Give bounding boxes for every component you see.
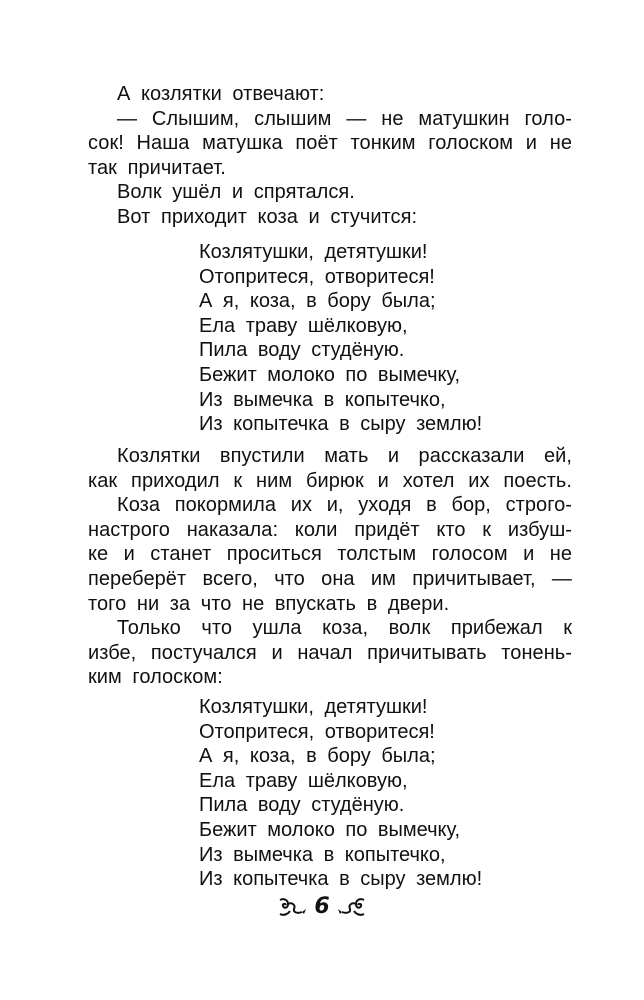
prose-block-2 [88, 444, 572, 690]
verse-line: Козлятушки, детятушки! [199, 696, 428, 718]
prose-line: Коза покормила их и, уходя в бор, строго- [117, 494, 572, 517]
right-curl-ornament-icon [336, 896, 366, 918]
prose-line: Вот приходит коза и стучится: [117, 205, 418, 228]
prose-line: Козлятки впустили мать и рассказали ей, [117, 445, 572, 467]
prose-line: ким голоском: [88, 666, 223, 689]
prose-line: настрого наказала: коли придёт кто к избуш- [88, 518, 572, 541]
verse-block-1 [199, 240, 529, 437]
page-footer [0, 894, 644, 926]
verse-line: Отопритеся, отворитеся! [199, 720, 435, 743]
prose-line: как приходил к ним бирюк и хотел их поесть. [88, 469, 572, 492]
prose-line: сок! Наша матушка поёт тонким голоском и не [88, 132, 572, 155]
page-number: 6 [314, 894, 330, 919]
verse-line: А я, коза, в бору была; [199, 290, 436, 313]
verse-line: Ела траву шёлковую, [199, 769, 408, 792]
verse-line: Бежит молоко по вымечку, [199, 818, 461, 841]
prose-line: А козлятки отвечают: [117, 83, 325, 105]
verse-line: Пила воду студёную. [199, 794, 405, 817]
prose-line: — Слышим, слышим — не матушкин голо- [117, 107, 572, 130]
prose-block-1 [88, 82, 572, 230]
verse-line: Отопритеся, отворитеся! [199, 265, 435, 288]
verse-line: Ела траву шёлковую, [199, 314, 408, 337]
verse-block-2 [199, 695, 529, 892]
prose-line: Только что ушла коза, волк прибежал к [117, 617, 572, 640]
verse-line: Из вымечка в копытечко, [199, 388, 446, 411]
left-curl-ornament-icon [278, 896, 308, 918]
prose-line: ке и станет проситься толстым голосом и не [88, 543, 572, 566]
verse-line: Из копытечка в сыру землю! [199, 413, 483, 436]
prose-line: переберёт всего, что она им причитывает, — [88, 567, 572, 590]
prose-line: избе, постучался и начал причитывать тонень- [88, 641, 572, 664]
verse-line: Из копытечка в сыру землю! [199, 868, 483, 891]
prose-line: Волк ушёл и спрятался. [117, 181, 355, 204]
verse-line: Из вымечка в копытечко, [199, 843, 446, 866]
verse-line: Пила воду студёную. [199, 339, 405, 362]
prose-line: так причитает. [88, 156, 226, 179]
verse-line: А я, коза, в бору была; [199, 745, 436, 768]
verse-line: Бежит молоко по вымечку, [199, 363, 461, 386]
verse-line: Козлятушки, детятушки! [199, 241, 428, 263]
prose-line: того ни за что не впускать в двери. [88, 592, 450, 615]
